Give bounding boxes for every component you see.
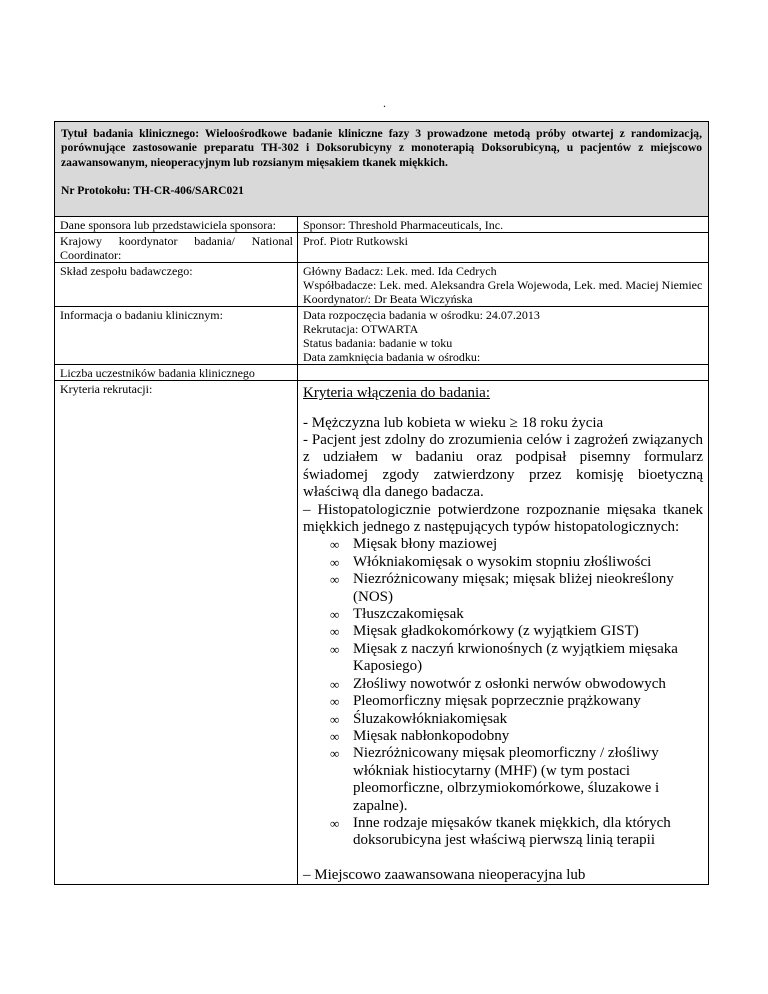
- row-value: [298, 307, 708, 364]
- list-item-text: Mięsak z naczyń krwionośnych (z wyjątkiem mięsaka Kaposiego): [353, 640, 678, 675]
- list-item: [330, 623, 703, 640]
- principal-investigator: Główny Badacz: Lek. med. Ida Cedrych: [303, 264, 497, 279]
- histotype-list: [303, 536, 703, 849]
- bullet-symbol: ∞: [330, 676, 340, 692]
- list-item-text: Niezróżnicowany mięsak pleomorficzny / złośliwy włókniak histiocytarny (MHF) (w tym postaci pleomorficzne, olbrzymiokomórkowe, śluzakowe i zapalne).: [353, 745, 660, 814]
- list-item: [330, 571, 703, 606]
- row-label: Skład zespołu badawczego:: [55, 263, 298, 306]
- list-item: [330, 711, 703, 728]
- sub-investigators: Współbadacze: Lek. med. Aleksandra Grela Wojewoda, Lek. med. Maciej Niemiec: [303, 278, 703, 293]
- list-item-text: Mięsak nabłonkopodobny: [353, 727, 510, 744]
- list-item-text: Pleomorficzny mięsak poprzecznie prążkowany: [353, 693, 641, 710]
- row-value: [298, 263, 708, 306]
- bullet-symbol: ∞: [330, 694, 340, 710]
- protocol-number: Nr Protokołu: TH-CR-406/SARC021: [61, 183, 244, 197]
- list-item: [330, 815, 703, 850]
- row-label: Krajowy koordynator badania/ National Coordinator:: [55, 233, 298, 262]
- study-info-table: [54, 121, 709, 885]
- row-team: [55, 263, 708, 307]
- row-label: Informacja o badaniu klinicznym:: [55, 307, 298, 364]
- criteria-content: [298, 381, 708, 884]
- close-date: Data zamknięcia badania w ośrodku:: [303, 350, 481, 365]
- recruitment-status: Rekrutacja: OTWARTA: [303, 322, 419, 337]
- start-date: Data rozpoczęcia badania w ośrodku: 24.07.2013: [303, 308, 540, 323]
- study-header: [55, 122, 708, 217]
- inclusion-heading: Kryteria włączenia do badania:: [303, 385, 490, 402]
- spacer: [303, 850, 703, 867]
- list-item-text: Złośliwy nowotwór z osłonki nerwów obwodowych: [353, 675, 666, 692]
- bullet-symbol: ∞: [330, 728, 340, 744]
- header-mark: .: [383, 96, 386, 110]
- list-item: [330, 745, 703, 815]
- row-participants: [55, 365, 708, 381]
- row-value: [298, 217, 708, 232]
- bullet-symbol: ∞: [330, 607, 340, 623]
- bullet-symbol: ∞: [330, 641, 340, 657]
- bullet-symbol: ∞: [330, 572, 340, 588]
- bullet-symbol: ∞: [330, 711, 340, 727]
- list-item: [330, 693, 703, 710]
- list-item-text: Niezróżnicowany mięsak; mięsak bliżej nieokreślony (NOS): [353, 571, 674, 605]
- list-item: [330, 728, 703, 745]
- row-value: [298, 365, 708, 380]
- list-item-text: Śluzakowłókniakomięsak: [353, 710, 508, 727]
- bullet-symbol: ∞: [330, 746, 340, 762]
- bullet-symbol: ∞: [330, 554, 340, 570]
- criterion-histopathology: – Histopatologicznie potwierdzone rozpoznanie mięsaka tkanek miękkich jednego z następujących typów histopatologicznych:: [303, 501, 703, 536]
- row-label: Liczba uczestników badania klinicznego: [55, 365, 298, 380]
- list-item-text: Tłuszczakomięsak: [353, 606, 464, 623]
- study-coordinator: Koordynator/: Dr Beata Wiczyńska: [303, 292, 473, 307]
- list-item: [330, 641, 703, 676]
- study-status: Status badania: badanie w toku: [303, 336, 453, 351]
- bullet-symbol: ∞: [330, 537, 340, 553]
- row-criteria: [55, 381, 708, 884]
- row-label: Kryteria rekrutacji:: [55, 381, 298, 884]
- bullet-symbol: ∞: [330, 624, 340, 640]
- sponsor-value: Sponsor: Threshold Pharmaceuticals, Inc.: [303, 218, 504, 233]
- row-coordinator: [55, 233, 708, 263]
- list-item-text: Inne rodzaje mięsaków tkanek miękkich, dla których doksorubicyna jest właściwą pierwszą linią terapii: [353, 814, 671, 849]
- row-value: [298, 233, 708, 262]
- list-item: [330, 554, 703, 571]
- list-item: [330, 606, 703, 623]
- bullet-symbol: ∞: [330, 815, 340, 831]
- list-item-text: Mięsak błony maziowej: [353, 536, 498, 553]
- criterion-advanced: – Miejscowo zaawansowana nieoperacyjna lub: [303, 866, 586, 883]
- coordinator-value: Prof. Piotr Rutkowski: [303, 234, 409, 249]
- criterion-age: - Mężczyzna lub kobieta w wieku ≥ 18 roku życia: [303, 414, 604, 431]
- list-item: [330, 536, 703, 553]
- list-item: [330, 676, 703, 693]
- criterion-consent: - Pacjent jest zdolny do zrozumienia celów i zagrożeń związanych z udziałem w badaniu oraz podpisał pisemny formularz świadomej zgody zatwierdzony przez komisję bioetyczną właściwą dla danego badacza.: [303, 432, 703, 501]
- participants-value: [303, 366, 703, 380]
- row-study-info: [55, 307, 708, 365]
- list-item-text: Włókniakomięsak o wysokim stopniu złośliwości: [353, 553, 652, 570]
- study-title: Tytuł badania klinicznego: Wieloośrodkowe badanie kliniczne fazy 3 prowadzone metodą próby otwartej z randomizacją, porównujące zastosowanie preparatu TH-302 i Doksorubicyny z monoterapią Doksorubicyną, u pacjentów z miejscowo zaawansowanym, nieoperacyjnym lub rozsianym mięsakiem tkanek miękkich.: [61, 127, 702, 169]
- row-sponsor: [55, 217, 708, 233]
- row-label: Dane sponsora lub przedstawiciela sponsora:: [55, 217, 298, 232]
- list-item-text: Mięsak gładkokomórkowy (z wyjątkiem GIST): [353, 623, 639, 640]
